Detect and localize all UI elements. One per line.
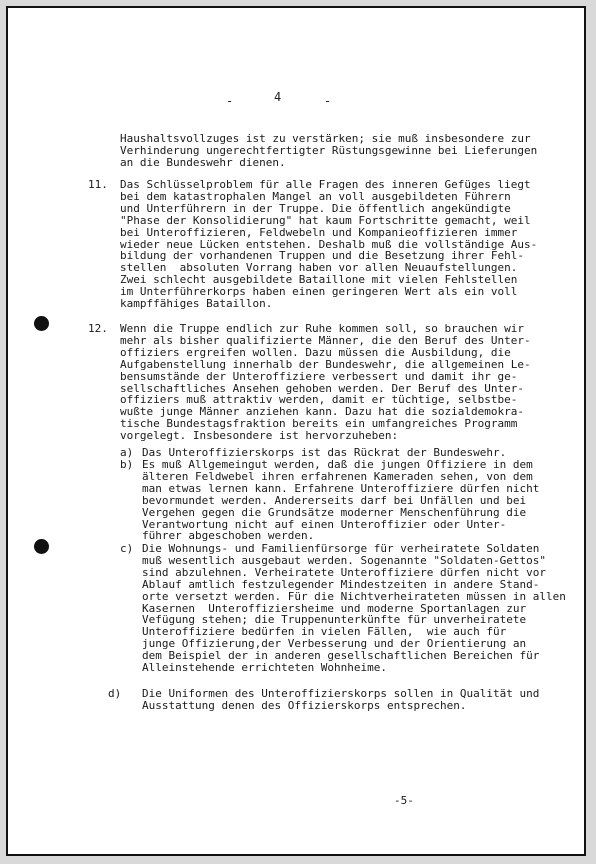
page-number-dash-left: - [226,94,234,108]
text-line: Haushaltsvollzuges ist zu verstärken; sie muß insbesondere zur [120,132,531,145]
text-line: bei dem katastrophalen Mangel an voll ausgebildeten Führern [120,189,511,203]
text-line: "Phase der Konsolidierung" hat kaum Fortschritte gemacht, weil [120,213,531,227]
text-line: sind abzulehnen. Verheiratete Unteroffiziere dürfen nicht vor [142,565,546,579]
text-line: wieder neue Lücken entstehen. Deshalb muß die vollständige Aus- [120,237,538,251]
text-line: Es muß Allgemeingut werden, daß die jungen Offiziere in dem [142,458,533,471]
text-line: an die Bundeswehr dienen. [120,155,286,169]
text-line: und Unterführern in der Truppe. Die öffentlich angekündigte [120,201,511,215]
text-line: Vergehen gegen die Grundsätze moderner Menschenführung die [142,505,527,519]
text-line: Das Unteroffizierskorps ist das Rückrat der Bundeswehr. [142,446,507,459]
text-line: Die Wohnungs- und Familienfürsorge für verheiratete Soldaten [142,542,540,555]
text-line: älteren Feldwebel ihren erfahrenen Kameraden sehen, von dem [142,469,533,483]
text-line: Kasernen Unteroffiziersheime und moderne Sportanlagen zur [142,601,527,615]
text-line: stellen absoluten Vorrang haben vor allen Neuaufstellungen. [120,261,518,275]
sub-d-label: d) [108,687,122,700]
text-line: Ablauf amtlich festzulegender Mindestzeiten in andere Stand- [142,577,540,591]
text-line: Wenn die Truppe endlich zur Ruhe kommen soll, so brauchen wir [120,322,524,335]
text-line: Unteroffiziere bedürfen in vielen Fällen, wie auch für [142,625,507,639]
text-line: sellschaftliches Ansehen gehoben werden. Der Beruf des Unter- [120,381,524,395]
sub-a-label: a) [120,446,134,459]
item-11-paragraph [120,179,537,310]
text-line: wußte junge Männer anziehen kann. Dazu hat die sozialdemokra- [120,405,524,419]
intro-paragraph [120,133,537,169]
sub-c-text [142,543,566,674]
page-number-dash-right: - [324,94,332,108]
text-line: dem Beispiel der in anderen gesellschaftlichen Bereichen für [142,649,540,663]
next-page-marker: -5- [394,794,414,807]
punch-hole-top [34,316,49,331]
text-line: bensumstände der Unteroffiziere verbessert und damit ihr ge- [120,369,518,383]
text-line: man etwas lernen kann. Erfahrene Unteroffiziere dürfen nicht [142,481,540,495]
text-line: vorgelegt. Insbesondere ist hervorzuheben: [120,429,399,443]
text-line: muß wesentlich ausgebaut werden. Sogenannte "Soldaten-Gettos" [142,553,546,567]
sub-d-text [142,688,539,712]
sub-c-label: c) [120,542,134,555]
text-line: offiziers ergreifen wollen. Dazu müssen die Ausbildung, die [120,345,511,359]
item-11-number: 11. [88,178,108,191]
item-12-number: 12. [88,322,108,335]
text-line: führer abgeschoben werden. [142,529,315,543]
text-line: kampffähiges Bataillon. [120,297,273,311]
text-line: Zwei schlecht ausgebildete Bataillone mit vielen Fehlstellen [120,273,518,287]
text-line: orte versetzt werden. Für die Nichtverheirateten müssen in allen [142,589,566,603]
text-line: bei Unteroffizieren, Feldwebeln und Kompanieoffizieren immer [120,225,518,239]
document-page [6,6,586,856]
text-line: Verhinderung ungerechtfertigter Rüstungsgewinne bei Lieferungen [120,143,538,157]
page-number: 4 [274,90,282,104]
text-line: offiziers muß attraktiv werden, damit er tüchtige, selbstbe- [120,393,518,407]
item-12-paragraph [120,323,531,442]
text-line: Das Schlüsselproblem für alle Fragen des inneren Gefüges liegt [120,178,531,191]
text-line: Aufgabenstellung innerhalb der Bundeswehr, die allgemeinen Le- [120,357,531,371]
text-line: bevormundet werden. Andererseits darf bei Unfällen und bei [142,493,527,507]
text-line: Ausstattung denen des Offizierskorps entsprechen. [142,698,467,712]
text-line: Vefügung stehen; die Truppenunterkünfte für unverheiratete [142,613,527,627]
sub-b-label: b) [120,458,134,471]
text-line: tische Bundestagsfraktion bereits ein umfangreiches Programm [120,417,518,431]
text-line: Die Uniformen des Unteroffizierskorps sollen in Qualität und [142,687,540,700]
sub-b-text [142,459,539,542]
text-line: bildung der vorhandenen Truppen und die Besetzung ihrer Fehl- [120,249,524,263]
text-line: mehr als bisher qualifizierte Männer, die den Beruf des Unter- [120,333,531,347]
punch-hole-bottom [34,539,49,554]
text-line: junge Offizierung,der Verbesserung und der Orientierung an [142,637,527,651]
text-line: Verantwortung nicht auf einen Unteroffizier oder Unter- [142,517,507,531]
text-line: im Unterführerkorps haben einen geringeren Wert als ein voll [120,285,518,299]
text-line: Alleinstehende errichteten Wohnheime. [142,661,388,675]
